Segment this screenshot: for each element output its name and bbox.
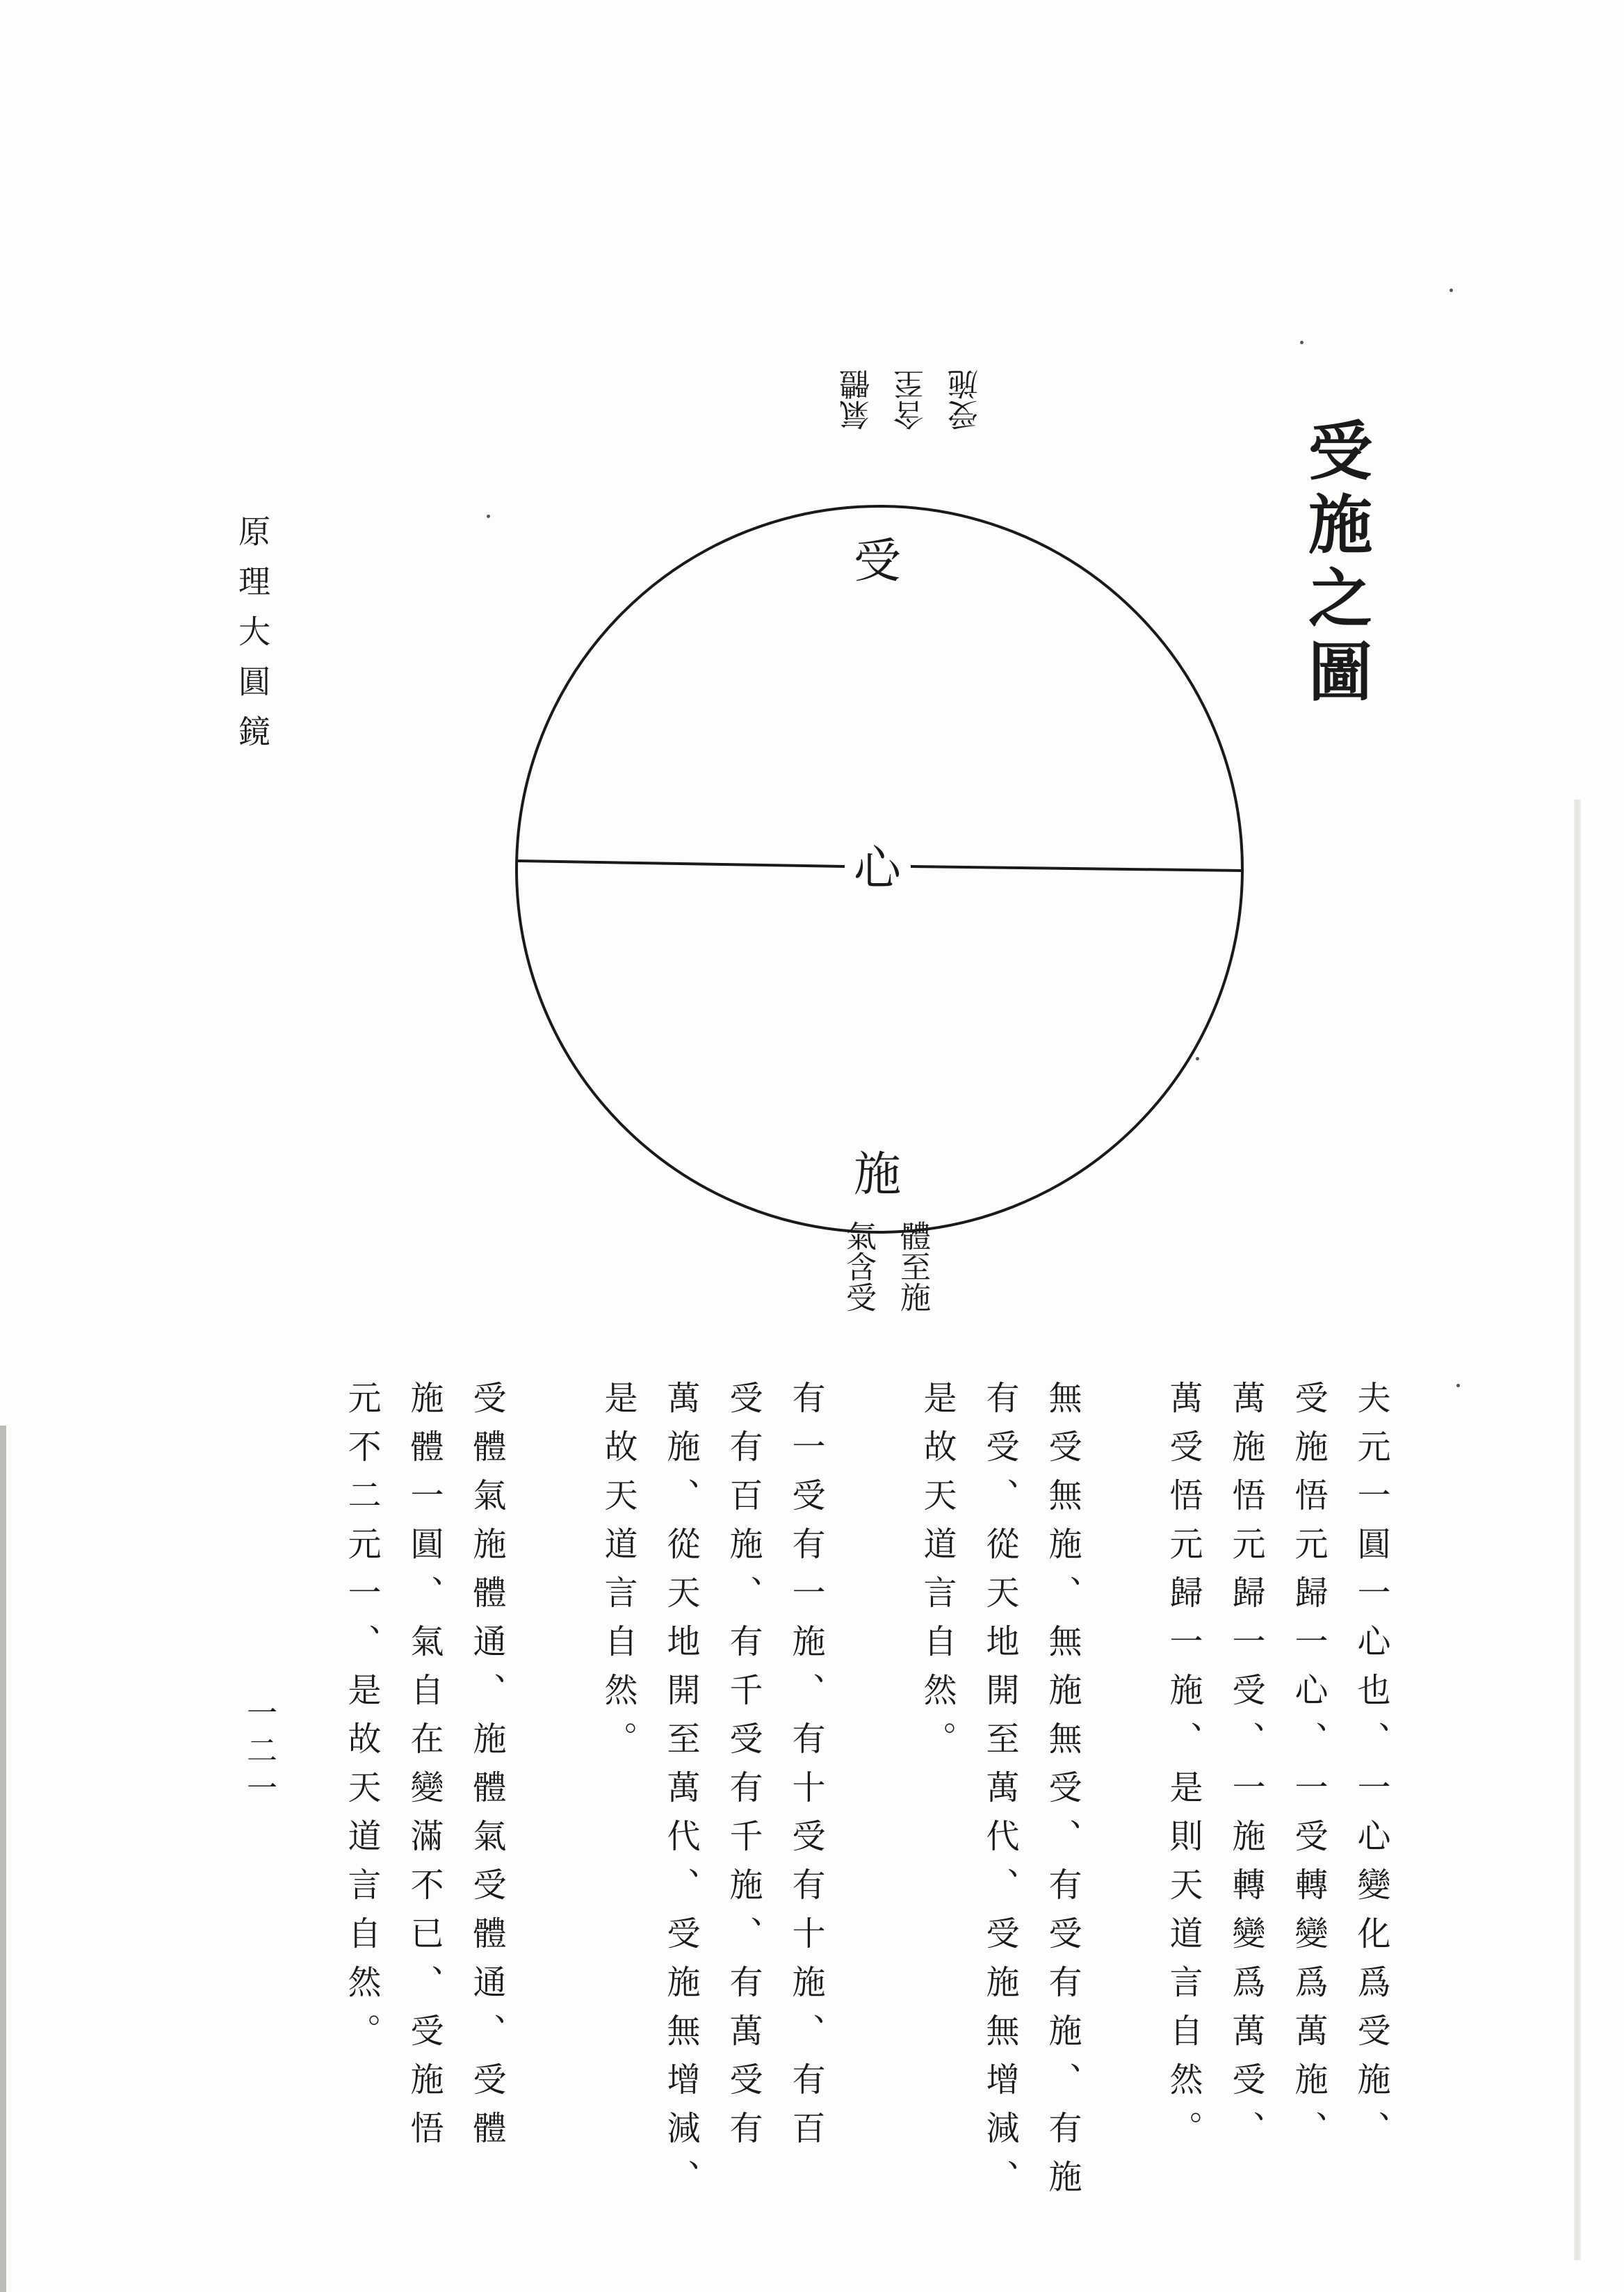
body-column-10: 萬施、從天地開至萬代、受施無增減、 [661,1380,700,2208]
top-caption-col-3: 氣體 [840,369,875,430]
diagram-label-giving: 施 [853,1147,902,1202]
diagram-bottom-caption [836,1220,934,1320]
body-column-8: 有一受有一施、有十受有十施、有百 [786,1380,825,2159]
body-column-1: 夫元一圓一心也、一心變化爲受施、 [1351,1380,1390,2159]
diagram-diameter-right [911,866,1241,871]
body-column-13: 施體一圓、氣自在變滿不已、受施悟 [405,1380,444,2159]
body-column-7: 是故天道言自然。 [918,1380,957,1770]
body-column-14: 元不二元一、是故天道言自然。 [342,1380,381,2062]
running-head: 原理大圓鏡 [234,515,271,765]
diagram-diameter-left [518,861,845,866]
scan-speck [1450,289,1453,292]
diagram-label-receiving: 受 [853,534,902,589]
body-column-5: 無受無施、無施無受、有受有施、有施 [1043,1380,1082,2208]
top-caption-col-1: 受施 [948,369,984,430]
diagram-top-caption [836,362,989,430]
diagram-label-mind: 心 [853,841,902,896]
bottom-caption-col-2: 氣含受 [841,1220,876,1312]
page-title: 受施之圖 [1298,417,1373,712]
body-column-3: 萬施悟元歸一受、一施轉變爲萬受、 [1226,1380,1265,2159]
body-column-11: 是故天道言自然。 [599,1380,638,1770]
scan-speck [1456,1384,1460,1387]
body-column-9: 受有百施、有千受有千施、有萬受有 [724,1380,763,2159]
scan-speck [1196,1057,1199,1060]
bottom-caption-col-1: 體至施 [895,1220,930,1312]
body-column-6: 有受、從天地開至萬代、受施無增減、 [980,1380,1019,2208]
body-column-12: 受體氣施體通、施體氣受體通、受體 [467,1380,506,2159]
scan-speck [487,515,490,518]
body-column-4: 萬受悟元歸一施、是則天道言自然。 [1164,1380,1203,2159]
scan-speck [1300,341,1304,344]
body-column-2: 受施悟元歸一心、一受轉變爲萬施、 [1289,1380,1328,2159]
page-number: 一二一 [241,1697,277,1809]
top-caption-col-2: 含至 [894,369,929,430]
